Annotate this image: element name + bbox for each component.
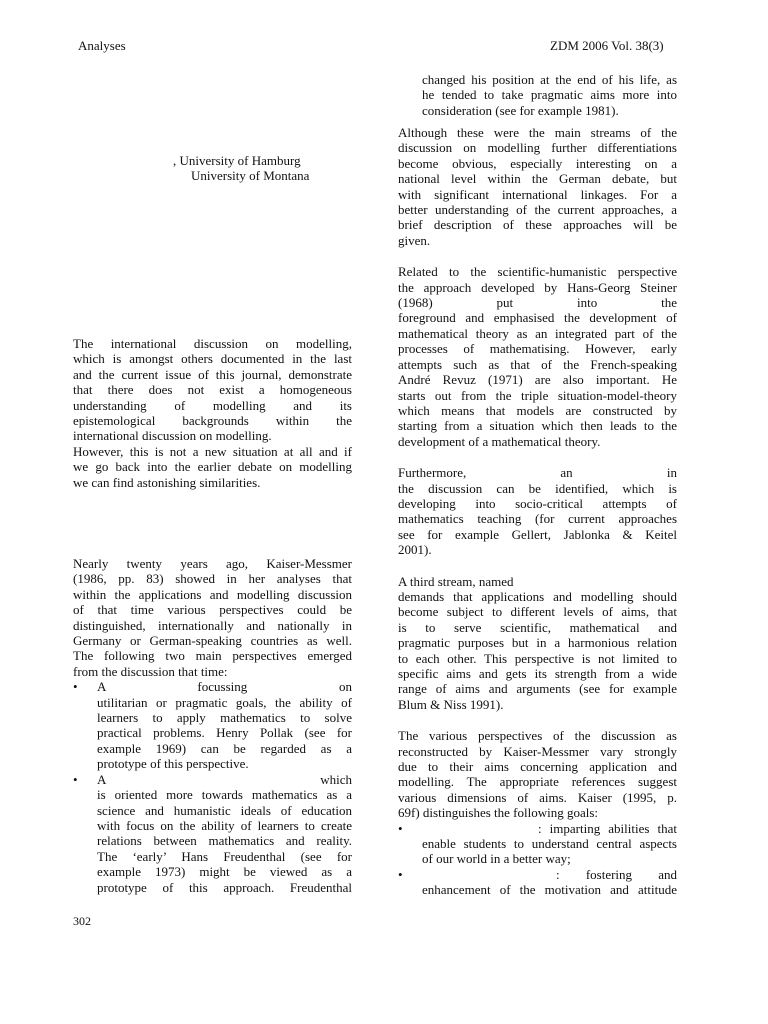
text-line: national level within the German debate, but: [398, 171, 677, 187]
text-line: [398, 295, 677, 310]
text-fragment: which: [320, 771, 352, 787]
text-line: (1986, pp. 83) showed in her analyses that: [73, 571, 352, 587]
text-line: brief description of these approaches will be: [398, 217, 677, 233]
text-line: to each other. This perspective is not limited to: [398, 650, 677, 666]
bullet-icon: •: [73, 771, 78, 787]
text-fragment: focussing on: [197, 679, 352, 695]
text-line: practical problems. Henry Pollak (see for: [97, 725, 352, 741]
text-line: The following two main perspectives emerged: [73, 648, 352, 664]
text-line: Nearly twenty years ago, Kaiser-Messmer: [73, 556, 352, 571]
text-line: of our world in a better way;: [422, 851, 571, 867]
text-line: prototype of this perspective.: [97, 756, 249, 772]
affiliation-montana: University of Montana: [191, 168, 310, 183]
text-line: Blum & Niss 1991).: [398, 696, 504, 712]
bullet-icon: •: [73, 679, 78, 695]
text-line: prototype of this approach. Freudenthal: [97, 879, 352, 895]
text-fragment: [556, 867, 677, 882]
text-line: reconstructed by Kaiser-Messmer vary strongly: [398, 743, 677, 759]
text-line: developing into socio-critical attempts of: [398, 495, 677, 511]
text-line: The various perspectives of the discussion as: [398, 728, 677, 744]
text-line: Although these were the main streams of the: [398, 125, 677, 140]
text-line: given.: [398, 232, 431, 248]
bullet-item-humanistic: [73, 772, 352, 895]
text-fragment: into the: [577, 295, 677, 311]
text-line: with significant international linkages. For a: [398, 186, 677, 202]
text-fragment: fostering and: [585, 866, 678, 882]
text-line: distinguished, internationally and nationally in: [73, 617, 352, 633]
text-line: the approach developed by Hans-Georg Steiner: [398, 279, 677, 295]
bullet-item-goal-1: [398, 821, 677, 867]
text-line: [97, 679, 352, 694]
text-line: epistemological backgrounds within the: [73, 413, 352, 429]
left-abstract: [73, 336, 352, 490]
text-line: that there does not exist a homogeneous: [73, 382, 352, 398]
text-line: Germany or German-speaking countries as well.: [73, 633, 352, 649]
right-continuation: [422, 72, 677, 118]
page-number: 302: [73, 914, 91, 928]
text-line: modelling. The appropriate references suggest: [398, 774, 677, 790]
text-fragment: (1968) put: [398, 295, 514, 311]
text-line: However, this is not a new situation at all and if: [73, 443, 352, 459]
running-header-right: ZDM 2006 Vol. 38(3): [550, 38, 664, 53]
right-main: [398, 125, 677, 898]
text-fragment: Furthermore, an: [398, 465, 573, 481]
text-line: The ‘early’ Hans Freudenthal (see for: [97, 848, 352, 864]
bullet-icon: •: [398, 866, 403, 882]
text-fragment: A: [97, 679, 106, 695]
text-line: of that time various perspectives could be: [73, 602, 352, 618]
text-line: André Revuz (1971) are also important. He: [398, 372, 677, 388]
text-line: relations between mathematics and reality.: [97, 833, 352, 849]
text-line: understanding of modelling and its: [73, 397, 352, 413]
text-line: within the applications and modelling discussion: [73, 586, 352, 602]
text-line: better understanding of the current approaches, a: [398, 202, 677, 218]
text-line: become subject to different levels of aims, that: [398, 604, 677, 620]
text-line: foreground and emphasised the development of: [398, 310, 677, 326]
bullet-icon: •: [398, 820, 403, 836]
text-line: science and humanistic ideals of education: [97, 802, 352, 818]
running-header-left: Analyses: [78, 38, 126, 53]
text-line: specific aims and gets its strength from a wide: [398, 666, 677, 681]
text-fragment: : imparting abilities that: [538, 820, 677, 836]
text-line: processes of mathematising. However, early: [398, 341, 677, 357]
text-fragment: A: [97, 771, 106, 787]
text-line: discussion on modelling further differentiations: [398, 140, 677, 156]
text-line: utilitarian or pragmatic goals, the ability of: [97, 694, 352, 710]
text-line: mathematical theory as an integrated part of the: [398, 325, 677, 341]
text-line: become obvious, especially interesting on a: [398, 155, 677, 171]
text-line: 2001).: [398, 542, 432, 558]
text-line: [398, 465, 677, 480]
bullet-item-goal-2: [398, 867, 677, 898]
text-line: example 1973) might be viewed as a: [97, 864, 352, 880]
text-line: A third stream, named: [398, 573, 514, 589]
text-fragment: in: [666, 465, 677, 481]
text-line: [422, 821, 677, 836]
text-line: he tended to take pragmatic aims more into: [422, 87, 677, 103]
text-line: example 1969) can be regarded as a: [97, 740, 352, 756]
text-line: is oriented more towards mathematics as a: [97, 787, 352, 803]
text-line: from the discussion that time:: [73, 663, 228, 679]
text-line: [97, 772, 352, 787]
text-line: various dimensions of aims. Kaiser (1995, p.: [398, 789, 677, 805]
text-line: which means that models are constructed by: [398, 402, 677, 418]
text-line: due to their aims concerning application and: [398, 759, 677, 775]
text-line: the discussion can be identified, which is: [398, 480, 677, 496]
text-line: enhancement of the motivation and attitude: [422, 882, 677, 898]
text-line: which is amongst others documented in the last: [73, 351, 352, 367]
text-line: learners to apply mathematics to solve: [97, 710, 352, 726]
text-line: pragmatic purposes but in a harmonious relation: [398, 635, 677, 651]
text-line: we go back into the earlier debate on modelling: [73, 459, 352, 475]
text-line: changed his position at the end of his life, as: [422, 72, 677, 87]
text-line: starts out from the triple situation-model-theory: [398, 387, 677, 403]
text-line: starting from a situation which then leads to the: [398, 418, 677, 434]
text-line: we can find astonishing similarities.: [73, 474, 261, 490]
text-line: Related to the scientific-humanistic perspective: [398, 264, 677, 280]
text-line: mathematics teaching (for current approaches: [398, 511, 677, 527]
text-fragment: :: [556, 866, 560, 882]
text-line: see for example Gellert, Jablonka & Keitel: [398, 526, 677, 542]
text-line: international discussion on modelling.: [73, 428, 272, 444]
bullet-item-pragmatic: [73, 679, 352, 771]
text-line: is to serve scientific, mathematical and: [398, 619, 677, 635]
text-line: attempts such as that of the French-speaking: [398, 356, 677, 372]
text-line: range of aims and arguments (see for example: [398, 681, 677, 697]
text-line: The international discussion on modelling,: [73, 336, 352, 351]
affiliation-hamburg: , University of Hamburg: [173, 153, 301, 168]
text-line: [422, 867, 677, 882]
text-line: and the current issue of this journal, demonstrate: [73, 366, 352, 382]
text-line: consideration (see for example 1981).: [422, 102, 619, 118]
text-line: with focus on the ability of learners to create: [97, 817, 352, 833]
left-intro: [73, 556, 352, 895]
text-line: 69f) distinguishes the following goals:: [398, 805, 599, 821]
text-line: development of a mathematical theory.: [398, 433, 601, 449]
text-line: demands that applications and modelling should: [398, 588, 677, 604]
text-line: enable students to understand central aspects: [422, 836, 677, 852]
